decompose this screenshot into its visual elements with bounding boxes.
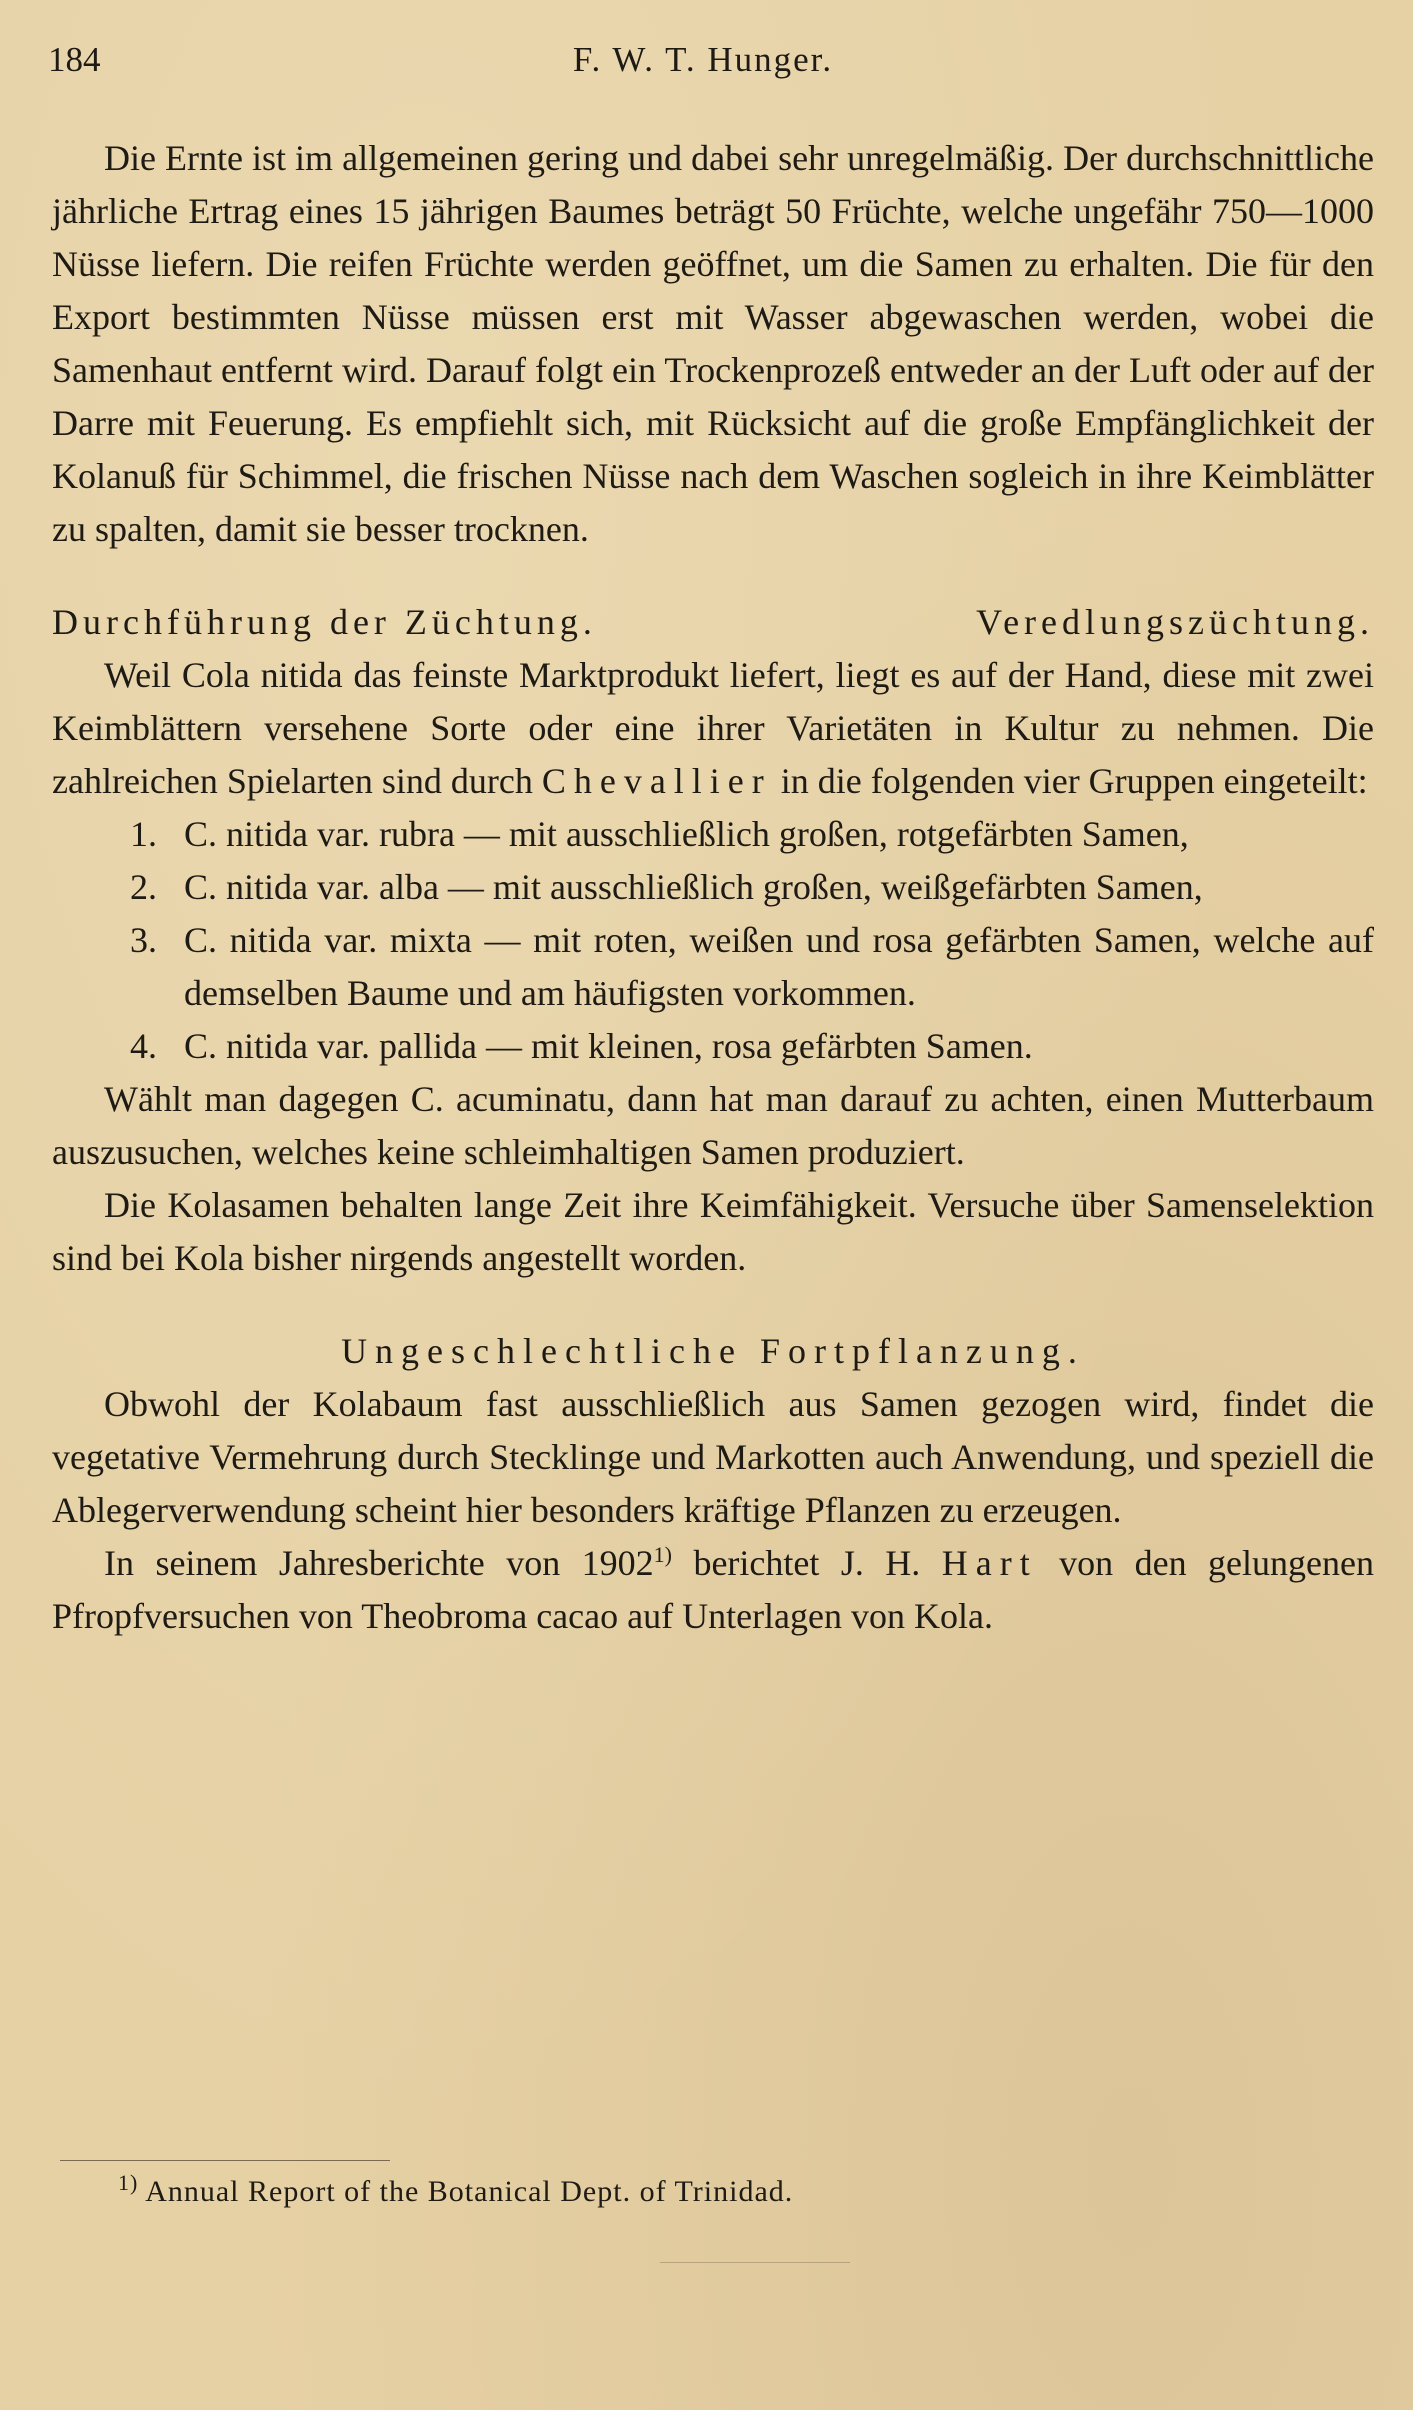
footnote-marker: 1) (118, 2170, 139, 2195)
page-body (52, 132, 1374, 1643)
paragraph-acuminata: Wählt man dagegen C. acuminatu, dann hat man darauf zu achten, einen Mutterbaum auszusuchen, welches keine schleimhaltigen Samen produziert. (52, 1079, 1374, 1172)
list-item-text: C. nitida var. pallida — mit kleinen, rosa gefärbten Samen. (184, 1026, 1033, 1066)
paragraph-seed-selection: Die Kolasamen behalten lange Zeit ihre Keimfähigkeit. Versuche über Samenselektion sind bei Kola bisher nirgends angestellt worden. (52, 1185, 1374, 1278)
list-item (52, 1020, 1374, 1073)
intro-text-before: Weil Cola nitida das feinste Marktprodukt liefert, liegt es auf der Hand, diese mit zwei Keimblättern versehene Sorte oder eine ihrer Varietäten in Kultur zu nehmen. Die zahlreichen Spielarten sind durch (52, 655, 1374, 801)
report-text-mid: berichtet J. H. (672, 1543, 942, 1583)
paragraph-hart-report (52, 1537, 1374, 1643)
page-header (48, 40, 1358, 90)
page-number: 184 (48, 40, 101, 79)
running-head: F. W. T. Hunger. (572, 40, 834, 79)
intro-text-after: in die folgenden vier Gruppen eingeteilt: (771, 761, 1368, 801)
section-heading-propagation: Ungeschlechtliche Fortpflanzung. (341, 1331, 1085, 1371)
heading-durchfuehrung: Durchführung der Züchtung. (52, 602, 597, 642)
report-text-before: In seinem Jahresberichte von 1902 (104, 1543, 654, 1583)
list-item (52, 808, 1374, 861)
list-item (52, 861, 1374, 914)
list-item-number: 3. (130, 920, 157, 960)
section-gap (52, 1285, 1374, 1325)
bottom-divider (660, 2262, 850, 2263)
author-chevallier: Chevallier (541, 761, 772, 801)
footnote-text: Annual Report of the Botanical Dept. of Trinidad. (145, 2175, 794, 2208)
footnote (118, 2172, 793, 2212)
author-hart: Hart (941, 1543, 1038, 1583)
footnote-reference: 1) (653, 1542, 672, 1567)
list-item-number: 2. (130, 867, 157, 907)
section-gap (52, 556, 1374, 596)
paragraph-cola-nitida (52, 649, 1374, 808)
paragraph-vegetative: Obwohl der Kolabaum fast ausschließlich aus Samen gezogen wird, findet die vegetative Vermehrung durch Stecklinge und Markotten auch Anwendung, und speziell die Ablegerverwendung scheint hier besonders kräftige Pflanzen zu erzeugen. (52, 1384, 1374, 1530)
list-item-text: C. nitida var. mixta — mit roten, weißen und rosa gefärbten Samen, welche auf demselben Baume und am häufigsten vorkommen. (184, 920, 1374, 1013)
varieties-list (52, 808, 1374, 1073)
report-text-after: von den gelungenen Pfropfversuchen von Theobroma cacao auf Unterlagen von Kola. (52, 1543, 1374, 1636)
section-heading-breeding (52, 596, 1374, 649)
list-item-number: 1. (130, 814, 157, 854)
list-item-text: C. nitida var. alba — mit ausschließlich großen, weißgefärbten Samen, (184, 867, 1203, 907)
heading-veredlung: Veredlungszüchtung. (976, 602, 1374, 642)
paragraph-harvest: Die Ernte ist im allgemeinen gering und dabei sehr unregelmäßig. Der durchschnittliche jährliche Ertrag eines 15 jährigen Baumes beträgt 50 Früchte, welche ungefähr 750—1000 Nüsse liefern. Die reifen Früchte werden geöffnet, um die Samen zu erhalten. Die für den Export bestimmten Nüsse müssen erst mit Wasser abgewaschen werden, wobei die Samenhaut entfernt wird. Darauf folgt ein Trockenprozeß entweder an der Luft oder auf der Darre mit Feuerung. Es empfiehlt sich, mit Rücksicht auf die große Empfänglichkeit der Kolanuß für Schimmel, die frischen Nüsse nach dem Waschen sogleich in ihre Keimblätter zu spalten, damit sie besser trocknen. (52, 138, 1374, 549)
list-item-number: 4. (130, 1026, 157, 1066)
list-item (52, 914, 1374, 1020)
list-item-text: C. nitida var. rubra — mit ausschließlich großen, rotgefärbten Samen, (184, 814, 1189, 854)
footnote-divider (60, 2160, 390, 2161)
